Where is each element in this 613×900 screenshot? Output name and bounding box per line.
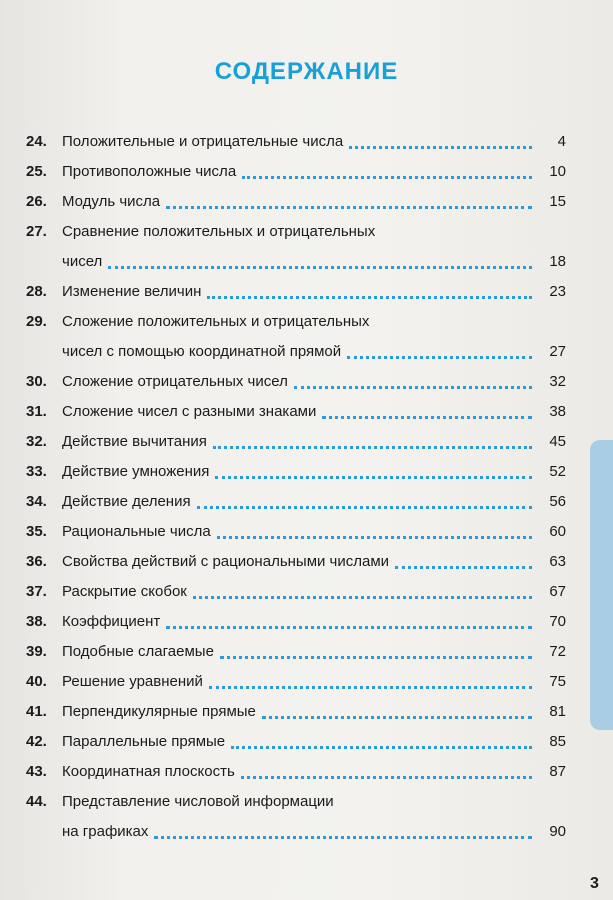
toc-entry-title: Координатная плоскость bbox=[62, 763, 235, 780]
toc-entry bbox=[26, 367, 566, 397]
toc-entry-title: Решение уравнений bbox=[62, 673, 203, 690]
toc-entry-page: 67 bbox=[549, 583, 566, 600]
dot-leader bbox=[294, 385, 532, 389]
toc-entry-page: 38 bbox=[549, 403, 566, 420]
toc-entry bbox=[26, 187, 566, 217]
toc-entry-number: 32. bbox=[26, 433, 47, 450]
toc-entry-title: Свойства действий с рациональными числами bbox=[62, 553, 390, 570]
toc-entry bbox=[26, 787, 566, 847]
dot-leader bbox=[166, 205, 532, 209]
toc-entry-number: 33. bbox=[26, 463, 47, 480]
dot-leader bbox=[207, 295, 532, 299]
toc-entry bbox=[26, 727, 566, 757]
page-number: 3 bbox=[590, 875, 599, 892]
toc-entry bbox=[26, 427, 566, 457]
toc-entry-title-line2: на графиках bbox=[62, 823, 149, 840]
toc-entry-title: Действие вычитания bbox=[62, 433, 207, 450]
dot-leader bbox=[154, 835, 532, 839]
toc-entry bbox=[26, 397, 566, 427]
toc-entry-number: 24. bbox=[26, 133, 47, 150]
toc-entry-page: 87 bbox=[549, 763, 566, 780]
toc-entry-number: 37. bbox=[26, 583, 47, 600]
toc-entry bbox=[26, 517, 566, 547]
toc-entry-title: Коэффициент bbox=[62, 613, 161, 630]
toc-entry-page: 81 bbox=[549, 703, 566, 720]
toc-entry-number: 41. bbox=[26, 703, 47, 720]
toc-entry-title-line2: чисел bbox=[62, 253, 103, 270]
toc-entry-title: Раскрытие скобок bbox=[62, 583, 187, 600]
toc-entry-number: 27. bbox=[26, 223, 47, 240]
dot-leader bbox=[347, 355, 532, 359]
dot-leader bbox=[349, 145, 532, 149]
dot-leader bbox=[242, 175, 532, 179]
dot-leader bbox=[395, 565, 532, 569]
page-title: СОДЕРЖАНИЕ bbox=[214, 58, 399, 85]
toc-entry-title-line1: Сравнение положительных и отрицательных bbox=[62, 223, 376, 240]
toc-entry-number: 26. bbox=[26, 193, 47, 210]
toc-entry-title: Рациональные числа bbox=[62, 523, 211, 540]
toc-entry-title-line2: чисел с помощью координатной прямой bbox=[62, 343, 342, 360]
dot-leader bbox=[322, 415, 532, 419]
toc-entry-number: 29. bbox=[26, 313, 47, 330]
toc-entry bbox=[26, 277, 566, 307]
dot-leader bbox=[193, 595, 532, 599]
table-of-contents bbox=[26, 127, 566, 847]
toc-entry bbox=[26, 127, 566, 157]
toc-entry-page: 56 bbox=[549, 493, 566, 510]
toc-entry-number: 39. bbox=[26, 643, 47, 660]
toc-entry-page: 18 bbox=[549, 253, 566, 270]
dot-leader bbox=[241, 775, 532, 779]
toc-entry-number: 38. bbox=[26, 613, 47, 630]
toc-entry-number: 40. bbox=[26, 673, 47, 690]
toc-entry-title: Действие умножения bbox=[62, 463, 210, 480]
toc-entry-number: 28. bbox=[26, 283, 47, 300]
toc-entry-title: Перпендикулярные прямые bbox=[62, 703, 256, 720]
toc-entry bbox=[26, 217, 566, 277]
dot-leader bbox=[197, 505, 532, 509]
dot-leader bbox=[108, 265, 532, 269]
toc-entry bbox=[26, 457, 566, 487]
toc-entry-number: 43. bbox=[26, 763, 47, 780]
toc-entry-number: 36. bbox=[26, 553, 47, 570]
toc-entry-page: 63 bbox=[549, 553, 566, 570]
toc-entry-page: 45 bbox=[549, 433, 566, 450]
toc-entry bbox=[26, 637, 566, 667]
toc-entry bbox=[26, 607, 566, 637]
toc-entry bbox=[26, 487, 566, 517]
dot-leader bbox=[231, 745, 532, 749]
toc-entry-number: 35. bbox=[26, 523, 47, 540]
toc-entry-page: 52 bbox=[549, 463, 566, 480]
toc-entry-title: Параллельные прямые bbox=[62, 733, 226, 750]
dot-leader bbox=[217, 535, 532, 539]
dot-leader bbox=[166, 625, 532, 629]
toc-entry-page: 4 bbox=[557, 133, 566, 150]
toc-entry-title-line1: Представление числовой информации bbox=[62, 793, 334, 810]
toc-entry bbox=[26, 577, 566, 607]
toc-entry bbox=[26, 667, 566, 697]
toc-entry-title: Действие деления bbox=[62, 493, 191, 510]
dot-leader bbox=[215, 475, 532, 479]
toc-entry bbox=[26, 307, 566, 367]
toc-entry-title: Сложение чисел с разными знаками bbox=[62, 403, 317, 420]
toc-entry bbox=[26, 757, 566, 787]
toc-entry-title: Подобные слагаемые bbox=[62, 643, 214, 660]
toc-entry-page: 85 bbox=[549, 733, 566, 750]
toc-entry-title: Модуль числа bbox=[62, 193, 161, 210]
toc-entry-number: 25. bbox=[26, 163, 47, 180]
toc-entry bbox=[26, 157, 566, 187]
toc-entry-title: Сложение отрицательных чисел bbox=[62, 373, 288, 390]
toc-entry bbox=[26, 697, 566, 727]
toc-entry-page: 75 bbox=[549, 673, 566, 690]
toc-entry-page: 72 bbox=[549, 643, 566, 660]
toc-entry-number: 30. bbox=[26, 373, 47, 390]
toc-entry-title-line1: Сложение положительных и отрицательных bbox=[62, 313, 370, 330]
toc-entry-number: 42. bbox=[26, 733, 47, 750]
toc-entry-page: 15 bbox=[549, 193, 566, 210]
toc-entry-page: 10 bbox=[549, 163, 566, 180]
toc-entry bbox=[26, 547, 566, 577]
dot-leader bbox=[220, 655, 532, 659]
toc-entry-number: 31. bbox=[26, 403, 47, 420]
toc-entry-number: 34. bbox=[26, 493, 47, 510]
toc-entry-title: Противоположные числа bbox=[62, 163, 237, 180]
toc-entry-page: 70 bbox=[549, 613, 566, 630]
page-edge-tab bbox=[590, 440, 613, 730]
toc-entry-page: 60 bbox=[549, 523, 566, 540]
toc-entry-number: 44. bbox=[26, 793, 47, 810]
toc-entry-page: 90 bbox=[549, 823, 566, 840]
dot-leader bbox=[262, 715, 532, 719]
toc-entry-page: 32 bbox=[549, 373, 566, 390]
toc-entry-page: 23 bbox=[549, 283, 566, 300]
toc-entry-title: Изменение величин bbox=[62, 283, 202, 300]
dot-leader bbox=[209, 685, 532, 689]
dot-leader bbox=[213, 445, 532, 449]
toc-entry-title: Положительные и отрицательные числа bbox=[62, 133, 344, 150]
toc-entry-page: 27 bbox=[549, 343, 566, 360]
